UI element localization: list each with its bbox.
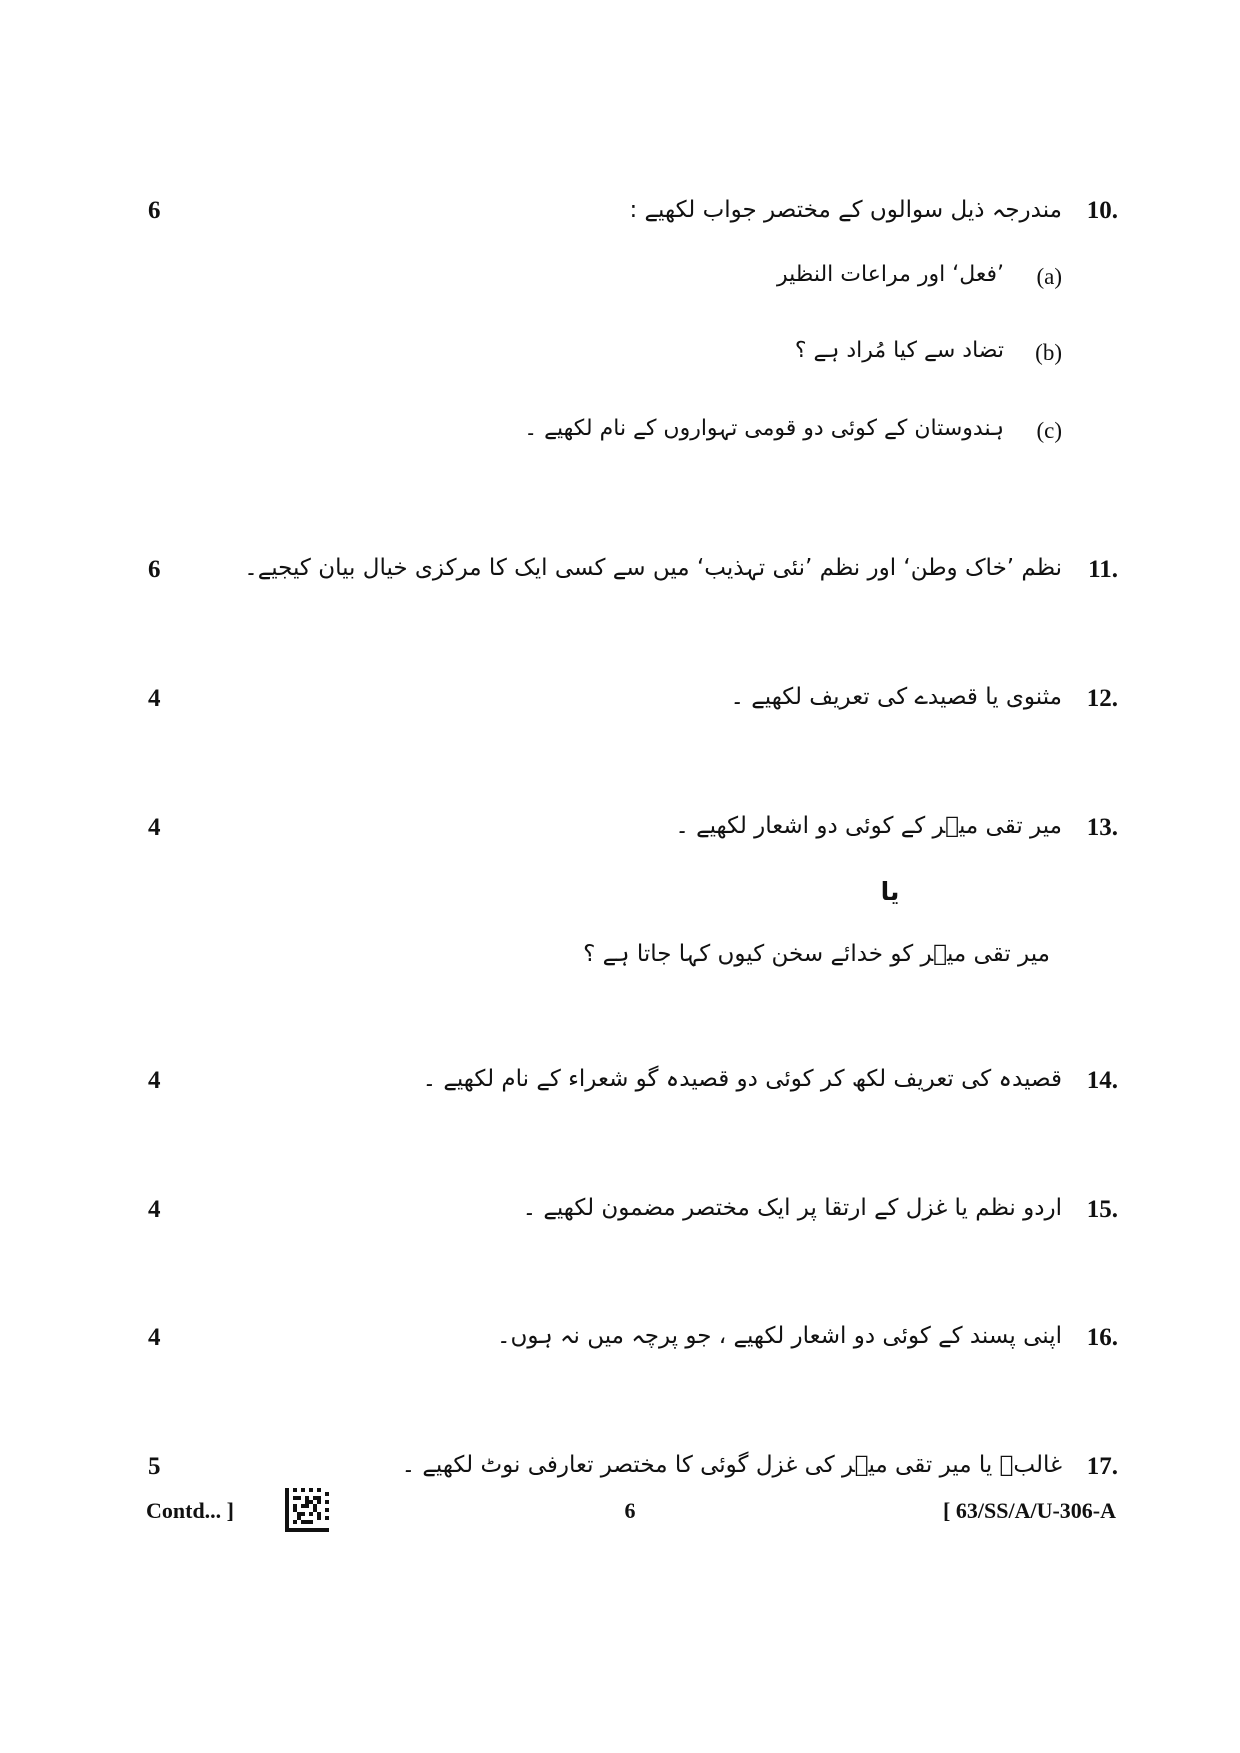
subpart-letter: (a): [1036, 264, 1062, 289]
datamatrix-code-icon: [285, 1488, 329, 1532]
subpart-text: ’فعل‘ اور مراعات النظیر: [777, 262, 1004, 287]
question-text: غالبؔ یا میر تقی میؔر کی غزل گوئی کا مختصر تعارفی نوٹ لکھیے ۔: [401, 1452, 1062, 1478]
subpart-text: ہندوستان کے کوئی دو قومی تہواروں کے نام لکھیے ۔: [524, 416, 1004, 441]
page-number: 6: [624, 1498, 636, 1523]
marks-label: 4: [148, 1067, 161, 1094]
marks-label: 4: [148, 814, 161, 841]
question-number: 10.: [1086, 197, 1118, 224]
subpart-text: تضاد سے کیا مُراد ہے ؟: [794, 338, 1004, 363]
marks-label: 6: [148, 197, 161, 224]
question-number: 16.: [1086, 1324, 1118, 1351]
question-text: مثنوی یا قصیدے کی تعریف لکھیے ۔: [730, 684, 1062, 710]
question-text: اپنی پسند کے کوئی دو اشعار لکھیے ، جو پرچہ میں نہ ہوں۔: [496, 1323, 1062, 1349]
question-number: 14.: [1086, 1067, 1118, 1094]
question-text: اردو نظم یا غزل کے ارتقا پر ایک مختصر مضمون لکھیے ۔: [522, 1195, 1062, 1221]
alternative-question-text: میر تقی میؔر کو خدائے سخن کیوں کہا جاتا ہے ؟: [583, 941, 1050, 967]
subpart-letter: (c): [1036, 418, 1062, 443]
question-text: میر تقی میؔر کے کوئی دو اشعار لکھیے ۔: [675, 813, 1062, 839]
question-number: 11.: [1088, 556, 1118, 583]
question-number: 17.: [1086, 1453, 1118, 1480]
subpart-letter: (b): [1035, 340, 1062, 365]
marks-label: 5: [148, 1453, 161, 1480]
paper-code: [ 63/SS/A/U-306-A: [943, 1498, 1116, 1523]
marks-label: 4: [148, 1196, 161, 1223]
question-text: نظم ’خاک وطن‘ اور نظم ’نئی تہذیب‘ میں سے کسی ایک کا مرکزی خیال بیان کیجیے۔: [244, 555, 1062, 581]
or-separator: یا: [880, 877, 900, 906]
continued-label: Contd... ]: [146, 1498, 235, 1523]
question-number: 15.: [1086, 1196, 1118, 1223]
question-number: 12.: [1086, 685, 1118, 712]
question-text: مندرجہ ذیل سوالوں کے مختصر جواب لکھیے :: [629, 197, 1062, 223]
question-number: 13.: [1086, 814, 1118, 841]
marks-label: 6: [148, 556, 161, 583]
marks-label: 4: [148, 1324, 161, 1351]
marks-label: 4: [148, 685, 161, 712]
question-text: قصیدہ کی تعریف لکھ کر کوئی دو قصیدہ گو شعراء کے نام لکھیے ۔: [422, 1066, 1062, 1092]
